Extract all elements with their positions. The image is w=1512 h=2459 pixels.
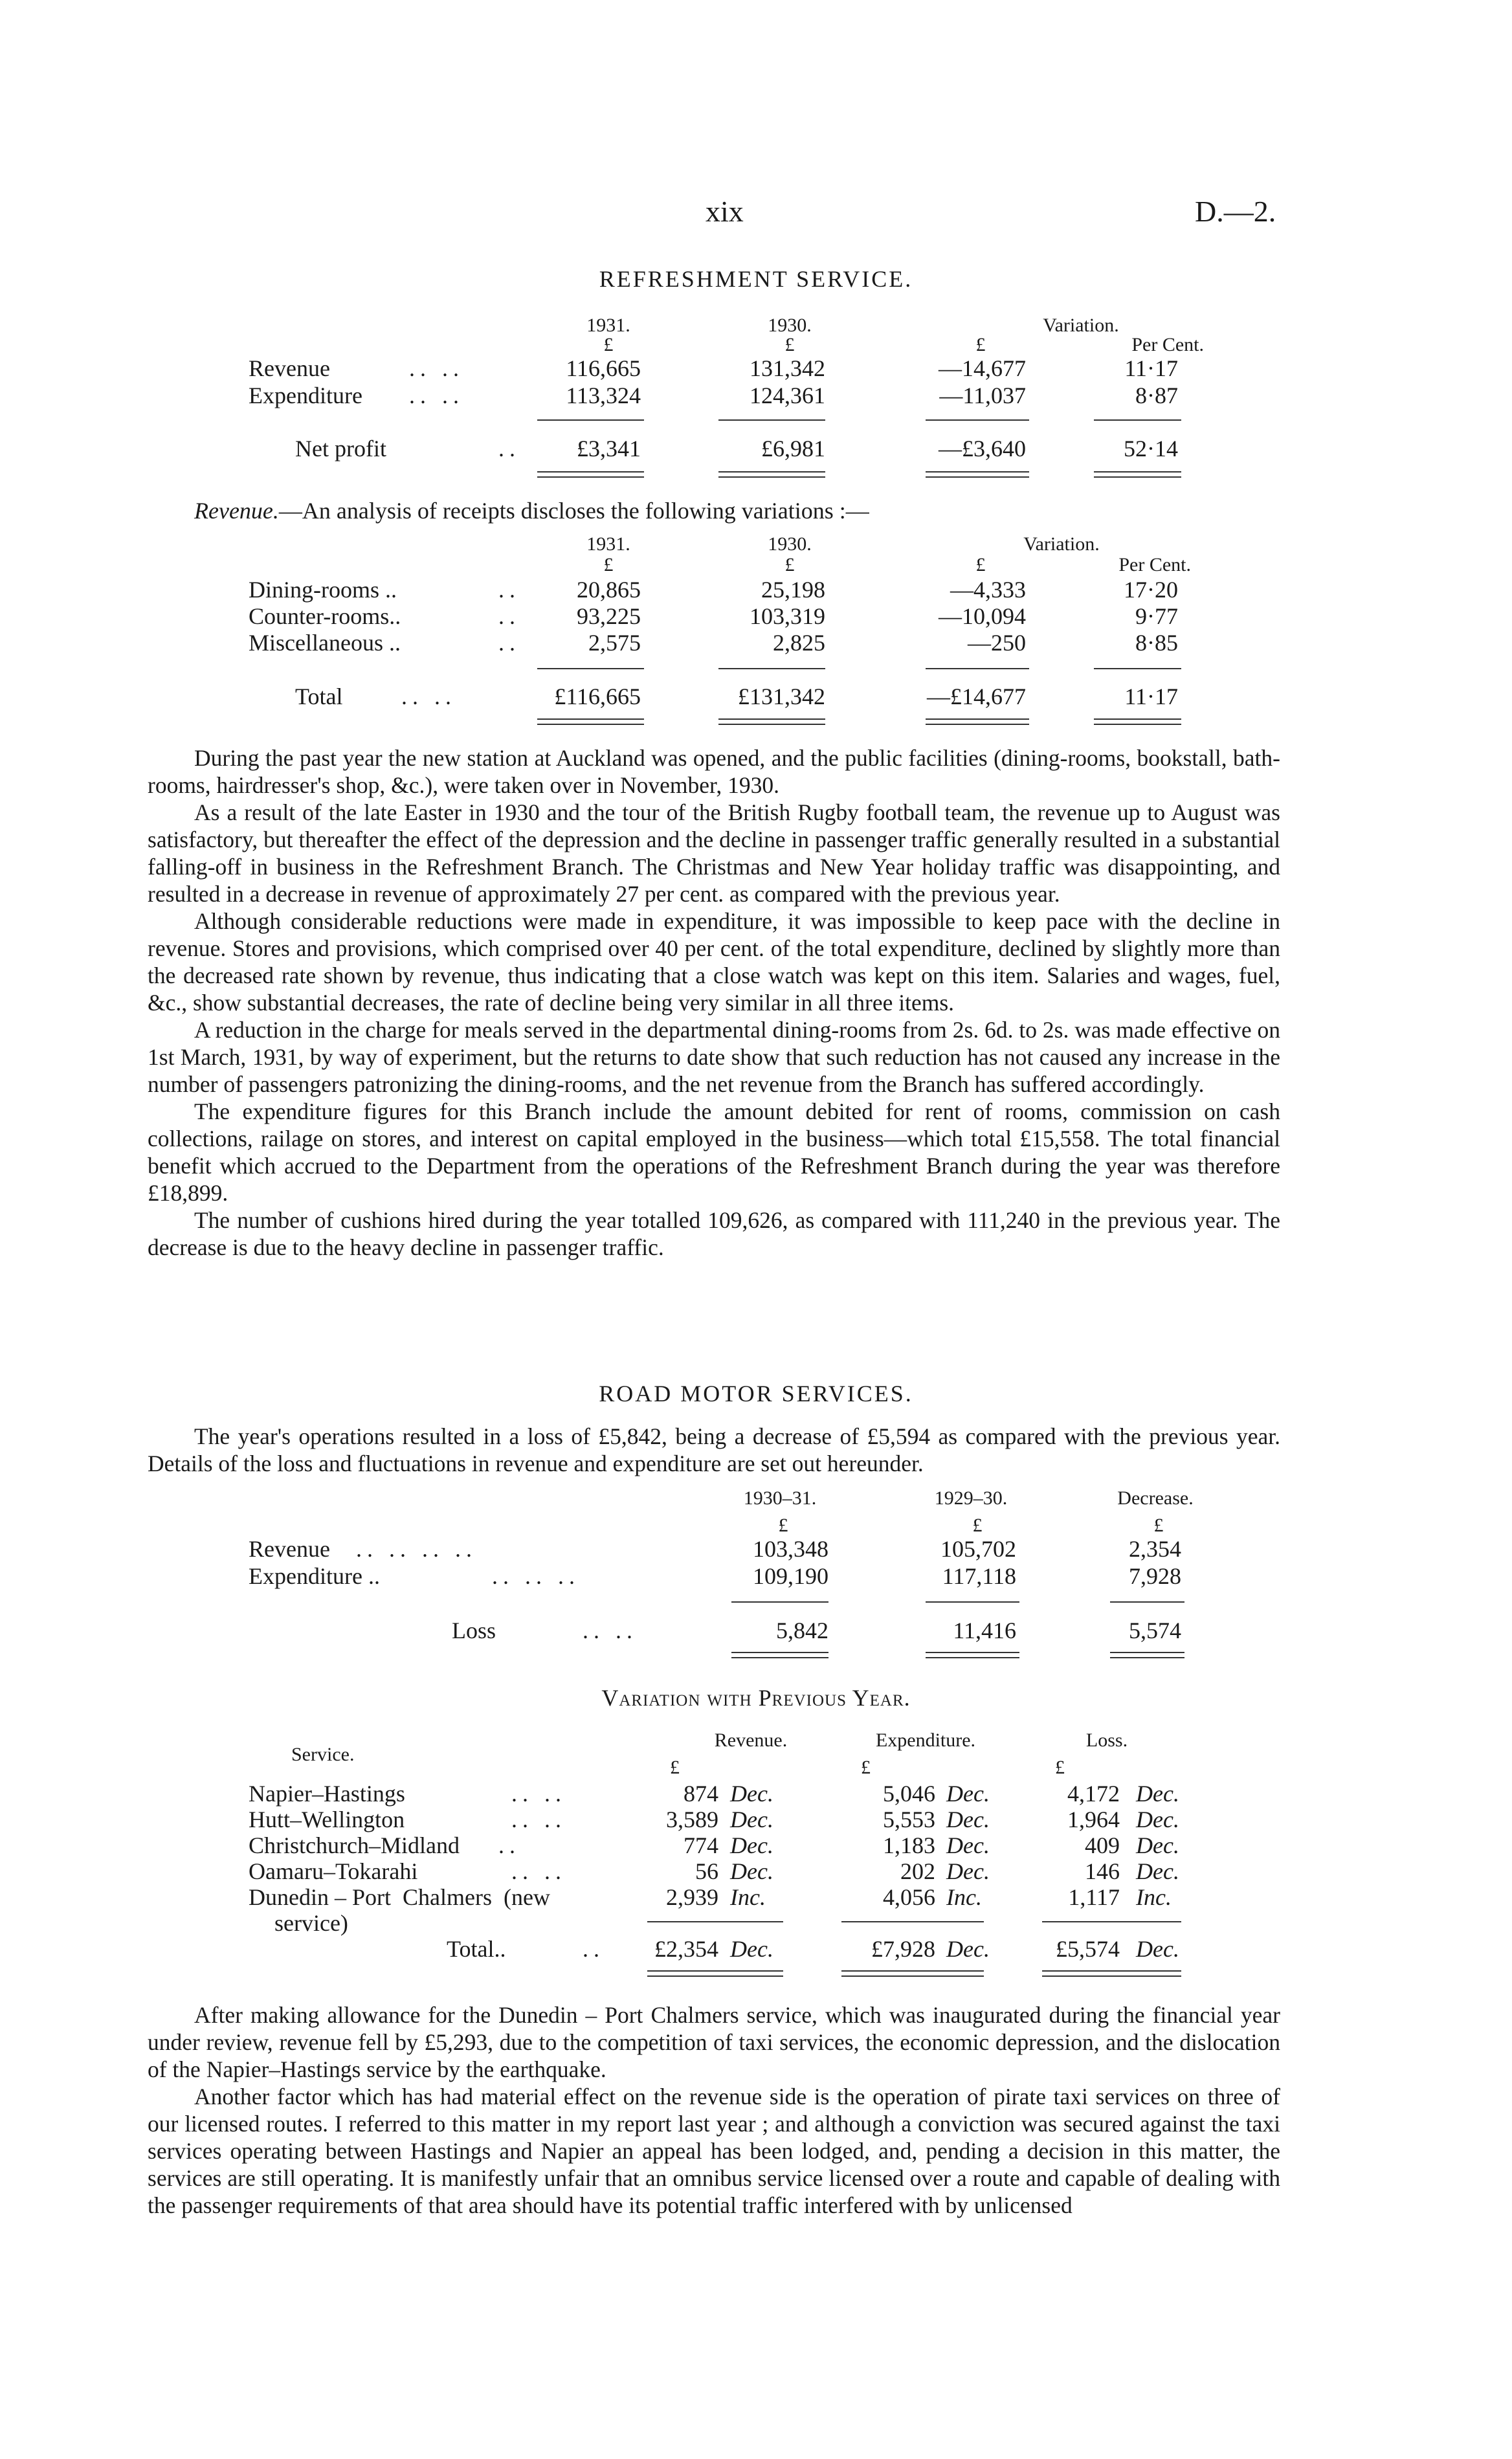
revenue-trend: Inc. (730, 1884, 766, 1910)
total-double-rule (926, 471, 1029, 478)
leader-dots: .. .. (511, 1858, 566, 1884)
total-1931: £116,665 (554, 684, 641, 709)
col-variation: Variation. (1043, 315, 1119, 336)
col-decrease: Decrease. (1117, 1487, 1194, 1509)
value-a: 109,190 (753, 1563, 828, 1589)
expenditure-value: 4,056 (883, 1884, 935, 1910)
subtotal-rule (647, 1921, 783, 1922)
leader-dots: .. .. (409, 383, 464, 408)
paragraph: The number of cushions hired during the year totalled 109,626, as compared with 111,240 in the previous year. The decrease is due to the heavy decline in passenger traffic. (148, 1207, 1280, 1260)
loss-trend: Inc. (1136, 1884, 1172, 1910)
value-variation: —14,677 (939, 355, 1026, 381)
value-b: 105,702 (940, 1536, 1016, 1562)
leader-dots: .. .. (401, 684, 456, 709)
total-1930: £6,981 (761, 436, 825, 462)
total-double-rule (537, 471, 644, 478)
unit-1930: £ (784, 554, 795, 575)
loss-trend: Dec. (1136, 1858, 1179, 1884)
document-code: D.—2. (1195, 195, 1276, 228)
value-1931: 116,665 (566, 355, 641, 381)
paragraph: Another factor which has had material effect on the revenue side is the operation of pirate taxi services on three of our licensed routes. I referred to this matter in my report last year ; and although a conviction was secured against the taxi services operating between Hastings and Napier an appeal has been lodged, and, pending a decision in this matter, the services are still operating. It is manifestly unfair that an omnibus service licensed over a route and capable of dealing with the passenger requirements of that area should have its potential traffic interfered with by unlicensed (148, 2084, 1280, 2218)
total-double-rule (1042, 1970, 1181, 1977)
expenditure-trend: Inc. (946, 1884, 982, 1910)
leader-dots: .. (498, 630, 520, 656)
leader-dots: .. .. .. (492, 1563, 580, 1589)
total-double-rule (1094, 471, 1181, 478)
subtotal-rule (926, 419, 1029, 421)
total-loss: £5,574 (1056, 1936, 1120, 1962)
subtotal-rule (841, 1921, 984, 1922)
value-percent: 17·20 (1124, 577, 1178, 603)
subtotal-rule (718, 668, 825, 669)
unit-variation: £ (975, 554, 986, 575)
value-1930: 25,198 (761, 577, 825, 603)
total-label: Total.. (447, 1936, 506, 1962)
unit-expenditure: £ (861, 1757, 871, 1778)
value-1931: 20,865 (577, 577, 641, 603)
revenue-value: 774 (684, 1832, 718, 1858)
total-b: 11,416 (953, 1618, 1016, 1643)
revenue-value: 56 (695, 1858, 718, 1884)
service-name: Dunedin – Port Chalmers (new (249, 1884, 550, 1910)
leader-dots: .. .. (511, 1781, 566, 1807)
expenditure-value: 5,046 (883, 1781, 935, 1807)
value-a: 103,348 (753, 1536, 828, 1562)
row-label: Miscellaneous .. (249, 630, 401, 656)
refreshment-title: REFRESHMENT SERVICE. (599, 266, 913, 292)
total-double-rule (926, 1652, 1019, 1658)
unit-1930: £ (784, 334, 795, 355)
revenue-value: 2,939 (666, 1884, 718, 1910)
total-percent: 11·17 (1124, 684, 1178, 709)
col-1930: 1930. (768, 315, 812, 336)
paragraph: During the past year the new station at Auckland was opened, and the public facilities (dining-rooms, bookstall, bath-rooms, hairdresser's shop, &c.), were taken over in November, 1930. (148, 745, 1280, 798)
value-b: 117,118 (942, 1563, 1016, 1589)
subtotal-rule (1042, 1921, 1181, 1922)
revenue-trend: Dec. (730, 1858, 773, 1884)
loss-value: 1,964 (1067, 1807, 1120, 1832)
subtotal-rule (537, 668, 644, 669)
col-revenue: Revenue. (714, 1730, 788, 1751)
total-double-rule (647, 1970, 783, 1977)
value-1931: 113,324 (566, 383, 641, 408)
total-c: 5,574 (1129, 1618, 1181, 1643)
total-percent: 52·14 (1124, 436, 1178, 462)
total-1930: £131,342 (738, 684, 825, 709)
leader-dots: .. .. (583, 1618, 638, 1643)
value-c: 7,928 (1129, 1563, 1181, 1589)
page-number: xix (706, 195, 744, 228)
expenditure-value: 202 (900, 1858, 935, 1884)
total-label: Total (295, 684, 343, 709)
service-name: Oamaru–Tokarahi (249, 1858, 418, 1884)
value-percent: 11·17 (1124, 355, 1178, 381)
unit-c: £ (1153, 1515, 1164, 1536)
paragraph: As a result of the late Easter in 1930 and the tour of the British Rugby football team, the revenue up to August was satisfactory, but thereafter the effect of the depression and the decline in passenger traffic generally resulted in a substantial falling-off in business in the Refreshment Branch. The Christmas and New Year holiday traffic was disappointing, and resulted in a decrease in revenue of approximately 27 per cent. as compared with the previous year. (148, 799, 1280, 907)
value-1930: 131,342 (750, 355, 825, 381)
subtotal-rule (1094, 419, 1181, 421)
leader-dots: .. (498, 603, 520, 629)
unit-1931: £ (603, 554, 614, 575)
road-intro (148, 1423, 1280, 1477)
total-label: Loss (452, 1618, 496, 1643)
revenue-trend: Dec. (730, 1832, 773, 1858)
subtotal-rule (718, 419, 825, 421)
leader-dots: .. (498, 1832, 520, 1858)
revenue-trend: Dec. (730, 1781, 773, 1807)
subtotal-rule (926, 1601, 1019, 1603)
col-loss: Loss. (1085, 1730, 1128, 1751)
col-1929-30: 1929–30. (934, 1487, 1008, 1509)
subtotal-rule (731, 1601, 828, 1603)
value-1931: 93,225 (577, 603, 641, 629)
unit-percent: Per Cent. (1131, 334, 1204, 355)
value-variation: —4,333 (950, 577, 1026, 603)
value-percent: 9·77 (1135, 603, 1178, 629)
col-variation: Variation. (1023, 533, 1100, 555)
service-name: Christchurch–Midland (249, 1832, 460, 1858)
value-variation: —250 (968, 630, 1026, 656)
row-label: Expenditure .. (249, 1563, 380, 1589)
value-1930: 124,361 (750, 383, 825, 408)
value-c: 2,354 (1129, 1536, 1181, 1562)
expenditure-trend: Dec. (946, 1781, 990, 1807)
row-label: Counter-rooms.. (249, 603, 401, 629)
paragraph: The expenditure figures for this Branch include the amount debited for rent of rooms, commission on cash collections, railage on stores, and interest on capital employed in the business—which total £15,558. The total financial benefit which accrued to the Department from the operations of the Refreshment Branch during the year was therefore £18,899. (148, 1098, 1280, 1206)
total-loss-trend: Dec. (1136, 1936, 1179, 1962)
row-label: Expenditure (249, 383, 362, 408)
leader-dots: .. (583, 1936, 605, 1962)
loss-trend: Dec. (1136, 1781, 1179, 1807)
analysis-intro-text: —An analysis of receipts discloses the following variations :— (278, 498, 869, 524)
revenue-trend: Dec. (730, 1807, 773, 1832)
row-label: Revenue (249, 1536, 330, 1562)
value-1931: 2,575 (588, 630, 641, 656)
subtotal-rule (926, 668, 1029, 669)
loss-value: 409 (1085, 1832, 1120, 1858)
expenditure-value: 1,183 (883, 1832, 935, 1858)
expenditure-value: 5,553 (883, 1807, 935, 1832)
road-body (148, 2001, 1280, 2219)
analysis-intro (194, 497, 869, 524)
total-double-rule (1110, 1652, 1184, 1658)
total-1931: £3,341 (577, 436, 641, 462)
leader-dots: .. (498, 577, 520, 603)
subtotal-rule (1110, 1601, 1184, 1603)
unit-b: £ (972, 1515, 983, 1536)
total-a: 5,842 (776, 1618, 828, 1643)
unit-percent: Per Cent. (1118, 554, 1191, 575)
paragraph: A reduction in the charge for meals served in the departmental dining-rooms from 2s. 6d. to 2s. was made effective on 1st March, 1931, by way of experiment, but the returns to date show that such reduction has not caused any increase in the number of passengers patronizing the dining-rooms, and the net revenue from the Branch has suffered accordingly. (148, 1017, 1280, 1097)
col-1930: 1930. (768, 533, 812, 555)
subtotal-rule (1094, 668, 1181, 669)
value-variation: —11,037 (939, 383, 1026, 408)
unit-a: £ (778, 1515, 788, 1536)
total-double-rule (731, 1652, 828, 1658)
col-service: Service. (291, 1744, 355, 1765)
total-revenue: £2,354 (654, 1936, 718, 1962)
service-name: Napier–Hastings (249, 1781, 405, 1807)
variation-title: Variation with Previous Year. (601, 1685, 911, 1711)
value-variation: —10,094 (939, 603, 1026, 629)
unit-loss: £ (1055, 1757, 1065, 1778)
expenditure-trend: Dec. (946, 1807, 990, 1832)
analysis-intro-italic: Revenue. (194, 498, 279, 524)
total-double-rule (841, 1970, 984, 1977)
expenditure-trend: Dec. (946, 1858, 990, 1884)
service-name-continued: service) (274, 1910, 348, 1936)
subtotal-rule (537, 419, 644, 421)
total-double-rule (1094, 718, 1181, 725)
value-1930: 2,825 (773, 630, 825, 656)
refreshment-body (148, 744, 1280, 1261)
col-1931: 1931. (586, 533, 630, 555)
total-expenditure-trend: Dec. (946, 1936, 990, 1962)
col-1930-31: 1930–31. (743, 1487, 817, 1509)
total-expenditure: £7,928 (871, 1936, 935, 1962)
paragraph: The year's operations resulted in a loss of £5,842, being a decrease of £5,594 as compared with the previous year. Details of the loss and fluctuations in revenue and expenditure are set out hereunder. (148, 1423, 1280, 1476)
total-double-rule (926, 718, 1029, 725)
total-label: Net profit (295, 436, 386, 462)
paragraph: After making allowance for the Dunedin – Port Chalmers service, which was inaugurated during the financial year under review, revenue fell by £5,293, due to the competition of taxi services, the economic depression, and the dislocation of the Napier–Hastings service by the earthquake. (148, 2002, 1280, 2082)
leader-dots: .. .. (409, 355, 464, 381)
loss-value: 4,172 (1067, 1781, 1120, 1807)
total-double-rule (718, 471, 825, 478)
revenue-value: 3,589 (666, 1807, 718, 1832)
leader-dots: .. .. (511, 1807, 566, 1832)
value-percent: 8·85 (1135, 630, 1178, 656)
unit-revenue: £ (670, 1757, 680, 1778)
leader-dots: .. (498, 436, 520, 462)
row-label: Revenue (249, 355, 330, 381)
total-double-rule (718, 718, 825, 725)
loss-trend: Dec. (1136, 1832, 1179, 1858)
paragraph: Although considerable reductions were made in expenditure, it was impossible to keep pace with the decline in revenue. Stores and provisions, which comprised over 40 per cent. of the total expenditure, declined by slightly more than the decreased rate shown by revenue, thus indicating that a close watch was kept on this item. Salaries and wages, fuel, &c., show substantial decreases, the rate of decline being very similar in all three items. (148, 908, 1280, 1016)
leader-dots: .. .. .. .. (356, 1536, 477, 1562)
col-1931: 1931. (586, 315, 630, 336)
unit-variation: £ (975, 334, 986, 355)
row-label: Dining-rooms .. (249, 577, 397, 603)
value-percent: 8·87 (1135, 383, 1178, 408)
total-variation: —£3,640 (939, 436, 1026, 462)
loss-value: 146 (1085, 1858, 1120, 1884)
loss-trend: Dec. (1136, 1807, 1179, 1832)
total-double-rule (537, 718, 644, 725)
revenue-value: 874 (684, 1781, 718, 1807)
service-name: Hutt–Wellington (249, 1807, 405, 1832)
total-revenue-trend: Dec. (730, 1936, 773, 1962)
road-title: ROAD MOTOR SERVICES. (599, 1381, 913, 1407)
unit-1931: £ (603, 334, 614, 355)
value-1930: 103,319 (750, 603, 825, 629)
loss-value: 1,117 (1068, 1884, 1120, 1910)
total-variation: —£14,677 (927, 684, 1026, 709)
expenditure-trend: Dec. (946, 1832, 990, 1858)
col-expenditure: Expenditure. (875, 1730, 976, 1751)
